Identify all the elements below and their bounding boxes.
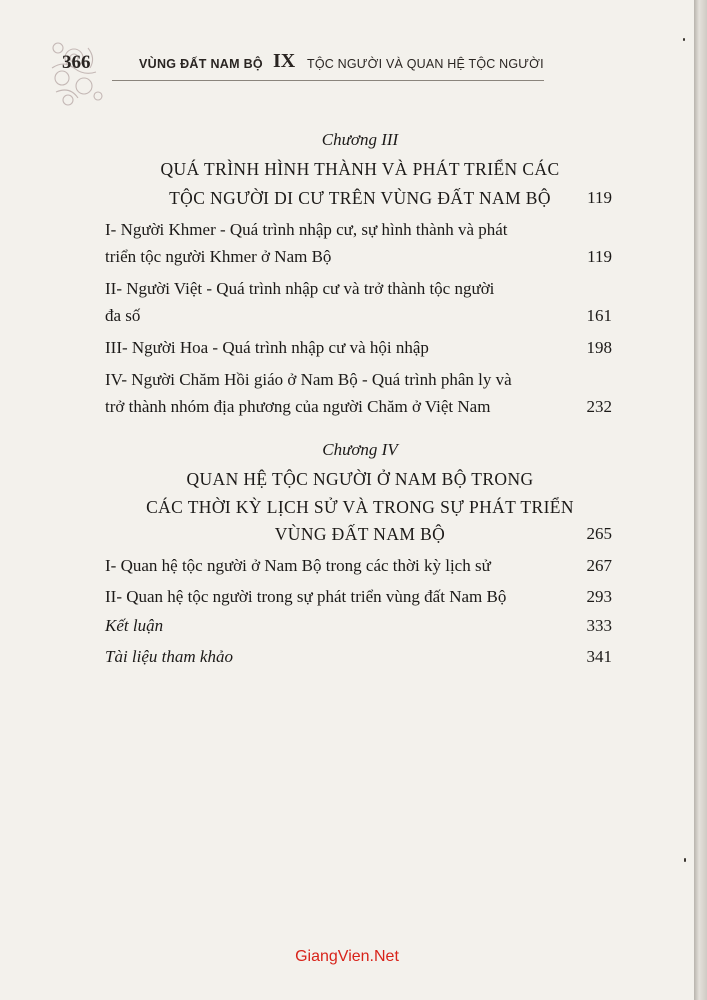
chapter4-title-line2: CÁC THỜI KỲ LỊCH SỬ VÀ TRONG SỰ PHÁT TRIỂN xyxy=(146,497,574,517)
book-title: VÙNG ĐẤT NAM BỘ xyxy=(139,57,263,71)
references-label: Tài liệu tham khảo xyxy=(105,647,233,666)
page-number: 366 xyxy=(62,52,91,73)
ch3-entry2-line2: đa số xyxy=(105,306,141,325)
ch4-entry2-line1: II- Quan hệ tộc người trong sự phát triển vùng đất Nam Bộ xyxy=(105,587,507,606)
ch3-entry2-line1: II- Người Việt - Quá trình nhập cư và trở thành tộc người xyxy=(105,279,495,298)
part-number: IX xyxy=(273,50,296,72)
ch4-entry2-page: 293 xyxy=(586,587,612,606)
scan-speck xyxy=(683,38,685,41)
ch3-entry4-line2: trở thành nhóm địa phương của người Chăm ở Việt Nam xyxy=(105,397,491,416)
ch3-entry4-page: 232 xyxy=(586,397,612,416)
chapter4-label: Chương IV xyxy=(322,440,398,459)
chapter4-title-line1: QUAN HỆ TỘC NGƯỜI Ở NAM BỘ TRONG xyxy=(186,469,534,489)
scan-speck xyxy=(684,858,686,862)
header-rule xyxy=(112,80,544,81)
ch3-entry3-page: 198 xyxy=(586,338,612,357)
watermark-text: GiangVien.Net xyxy=(295,948,399,965)
ch4-entry1-line1: I- Quan hệ tộc người ở Nam Bộ trong các thời kỳ lịch sử xyxy=(105,556,491,575)
chapter3-label: Chương III xyxy=(321,130,399,149)
part-title: TỘC NGƯỜI VÀ QUAN HỆ TỘC NGƯỜI xyxy=(307,57,544,71)
running-header xyxy=(0,46,694,86)
ch3-entry1-page: 119 xyxy=(587,247,612,266)
ch3-entry2-page: 161 xyxy=(586,306,612,325)
ch3-entry4-line1: IV- Người Chăm Hồi giáo ở Nam Bộ - Quá trình phân ly và xyxy=(105,370,512,389)
ch3-entry3-line1: III- Người Hoa - Quá trình nhập cư và hội nhập xyxy=(105,338,429,357)
ch3-entry1-line2: triển tộc người Khmer ở Nam Bộ xyxy=(105,247,332,266)
page-edge xyxy=(694,0,707,1000)
chapter3-page: 119 xyxy=(587,188,612,207)
chapter3-title-line1: QUÁ TRÌNH HÌNH THÀNH VÀ PHÁT TRIỂN CÁC xyxy=(160,159,560,179)
conclusion-label: Kết luận xyxy=(105,616,164,635)
ch4-entry1-page: 267 xyxy=(586,556,612,575)
conclusion-page: 333 xyxy=(586,616,612,635)
chapter4-page: 265 xyxy=(586,524,612,543)
references-page: 341 xyxy=(586,647,612,666)
chapter4-title-line3: VÙNG ĐẤT NAM BỘ xyxy=(274,524,446,544)
chapter3-title-line2: TỘC NGƯỜI DI CƯ TRÊN VÙNG ĐẤT NAM BỘ xyxy=(169,188,551,208)
ch3-entry1-line1: I- Người Khmer - Quá trình nhập cư, sự hình thành và phát xyxy=(105,220,508,239)
